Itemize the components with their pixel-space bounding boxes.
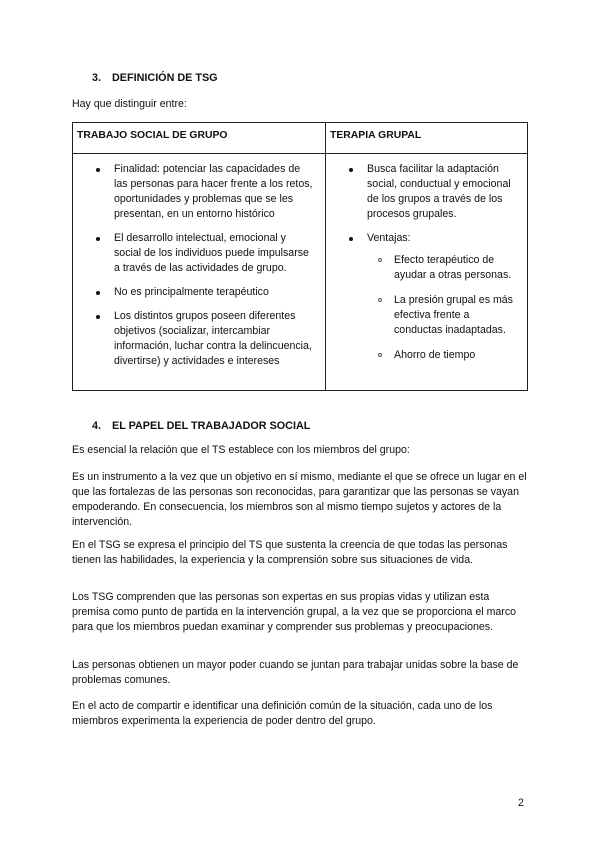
table-header-row	[73, 123, 528, 154]
paragraph: Es un instrumento a la vez que un objetivo en sí mismo, mediante el que se ofrece un lugar en el que las fortalezas de las personas son reconocidas, para garantizar que las personas se vayan empoderando. En consecuencia, los miembros son al mismo tiempo sujetos y actores de la intervención.	[72, 471, 527, 529]
section-4-heading	[92, 419, 310, 434]
terapia-list	[326, 162, 517, 363]
table-header-tsg: TRABAJO SOCIAL DE GRUPO	[73, 123, 326, 154]
table-body-row	[73, 154, 528, 391]
paragraph: Los TSG comprenden que las personas son expertas en sus propias vidas y utilizan esta premisa como punto de partida en la intervención grupal, a la vez que se proporciona el marco para que los miembros puedan examinar y comprender sus problemas y preocupaciones.	[72, 591, 517, 634]
list-item: Busca facilitar la adaptación social, conductual y emocional de los grupos a través de los procesos grupales.	[326, 162, 517, 222]
paragraph: Las personas obtienen un mayor poder cuando se juntan para trabajar unidas sobre la base de problemas comunes.	[72, 659, 519, 687]
comparison-table	[72, 122, 528, 391]
section-4-title: EL PAPEL DEL TRABAJADOR SOCIAL	[112, 420, 311, 432]
sub-list-item: La presión grupal es más efectiva frente a conductas inadaptadas.	[367, 293, 517, 338]
sub-list-item: Ahorro de tiempo	[367, 348, 517, 363]
section-3-intro: Hay que distinguir entre:	[72, 98, 187, 110]
list-item-ventajas	[326, 231, 517, 363]
table-header-terapia: TERAPIA GRUPAL	[326, 123, 528, 154]
table-cell-tsg	[73, 154, 326, 391]
page-number: 2	[518, 797, 524, 809]
section-3-heading	[92, 71, 218, 86]
tsg-list	[73, 162, 315, 369]
section-3-title: DEFINICIÓN DE TSG	[112, 72, 218, 84]
paragraph: En el acto de compartir e identificar una definición común de la situación, cada uno de los miembros experimenta la experiencia de poder dentro del grupo.	[72, 700, 493, 728]
list-item: Los distintos grupos poseen diferentes objetivos (socializar, intercambiar información, luchar contra la delincuencia, divertirse) y actividades e intereses	[73, 309, 315, 369]
paragraph: Es esencial la relación que el TS establece con los miembros del grupo:	[72, 444, 410, 456]
paragraph: En el TSG se expresa el principio del TS que sustenta la creencia de que todas las personas tienen las habilidades, la experiencia y la comprensión sobre sus situaciones de vida.	[72, 539, 508, 567]
section-4-number: 4.	[92, 420, 102, 432]
table-cell-terapia	[326, 154, 528, 391]
list-item: El desarrollo intelectual, emocional y social de los individuos puede impulsarse a través de las actividades de grupo.	[73, 231, 315, 276]
list-item: Finalidad: potenciar las capacidades de las personas para hacer frente a los retos, oportunidades y problemas que se les presentan, en un entorno histórico	[73, 162, 315, 222]
section-3-number: 3.	[92, 72, 102, 84]
sub-list-item: Efecto terapéutico de ayudar a otras personas.	[367, 253, 517, 283]
list-item: No es principalmente terapéutico	[73, 285, 315, 300]
ventajas-sublist	[367, 253, 517, 363]
ventajas-label: Ventajas:	[367, 232, 411, 245]
